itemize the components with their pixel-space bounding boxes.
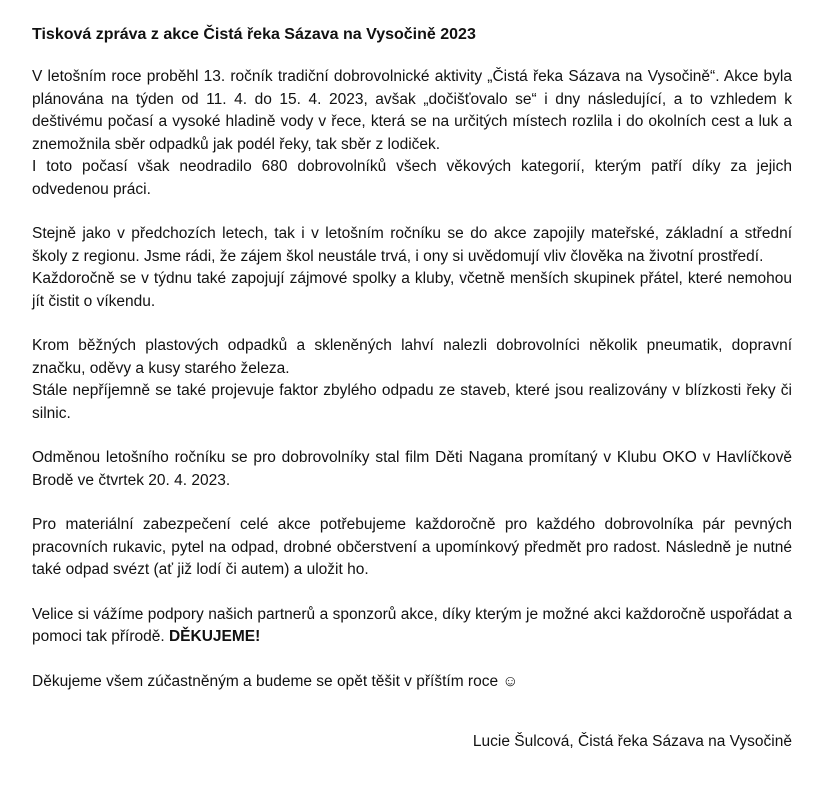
paragraph: Stejně jako v předchozích letech, tak i v letošním ročníku se do akce zapojily mateřské, základní a střední školy z regionu. Jsme rádi, že zájem škol neustále trvá, i ony si uvědomují vliv člověka na životní prostředí. (32, 225, 792, 265)
thanks-text: Velice si vážíme podpory našich partnerů a sponzorů akce, díky kterým je možné akci každoročně uspořádat a pomoci tak přírodě. (32, 605, 792, 645)
thanks-emphasis: DĚKUJEME! (168, 628, 261, 645)
section-thanks (32, 604, 792, 649)
paragraph: Odměnou letošního ročníku se pro dobrovolníky stal film Děti Nagana promítaný v Klubu OKO v Havlíčkově Brodě ve čtvrtek 20. 4. 2023. (32, 449, 792, 489)
paragraph: I toto počasí však neodradilo 680 dobrovolníků všech věkových kategorií, kterým patří díky za jejich odvedenou práci. (32, 158, 792, 198)
paragraph: V letošním roce proběhl 13. ročník tradiční dobrovolnické aktivity „Čistá řeka Sázava na Vysočině“. Akce byla plánována na týden od 11. 4. do 15. 4. 2023, avšak „dočišťovalo se“ i dny následující, a to vzhledem k deštivému počasí a vysoké hladině vody v řece, která se na určitých místech rozlila i do okolních cest a luk a znemožnila sběr odpadků jak podél řeky, tak sběr z lodiček. (32, 68, 792, 153)
signature: Lucie Šulcová, Čistá řeka Sázava na Vysočině (472, 733, 792, 750)
paragraph: Krom běžných plastových odpadků a skleněných lahví nalezli dobrovolníci několik pneumatik, dopravní značku, oděvy a kusy starého železa. (32, 337, 792, 377)
thanks-paragraph (32, 604, 792, 649)
paragraph: Stále nepříjemně se také projevuje faktor zbylého odpadu ze staveb, které jsou realizovány v blízkosti řeky či silnic. (32, 382, 792, 422)
paragraph: Pro materiální zabezpečení celé akce potřebujeme každoročně pro každého dobrovolníka pár pevných pracovních rukavic, pytel na odpad, drobné občerstvení a upomínkový předmět pro radost. Následně je nutné také odpad svézt (ať již lodí či autem) a uložit ho. (32, 516, 792, 578)
section-schools (32, 223, 792, 313)
section-participation (32, 66, 792, 201)
document-title: Tisková zpráva z akce Čistá řeka Sázava na Vysočině 2023 (32, 26, 476, 43)
paragraph: Každoročně se v týdnu také zapojují zájmové spolky a kluby, včetně menších skupinek přátel, které nemohou jít čistit o víkendu. (32, 270, 792, 310)
closing-line: Děkujeme všem zúčastněným a budeme se opět těšit v příštím roce ☺ (32, 672, 519, 690)
section-materials (32, 514, 792, 582)
section-reward (32, 447, 792, 492)
section-findings (32, 335, 792, 425)
